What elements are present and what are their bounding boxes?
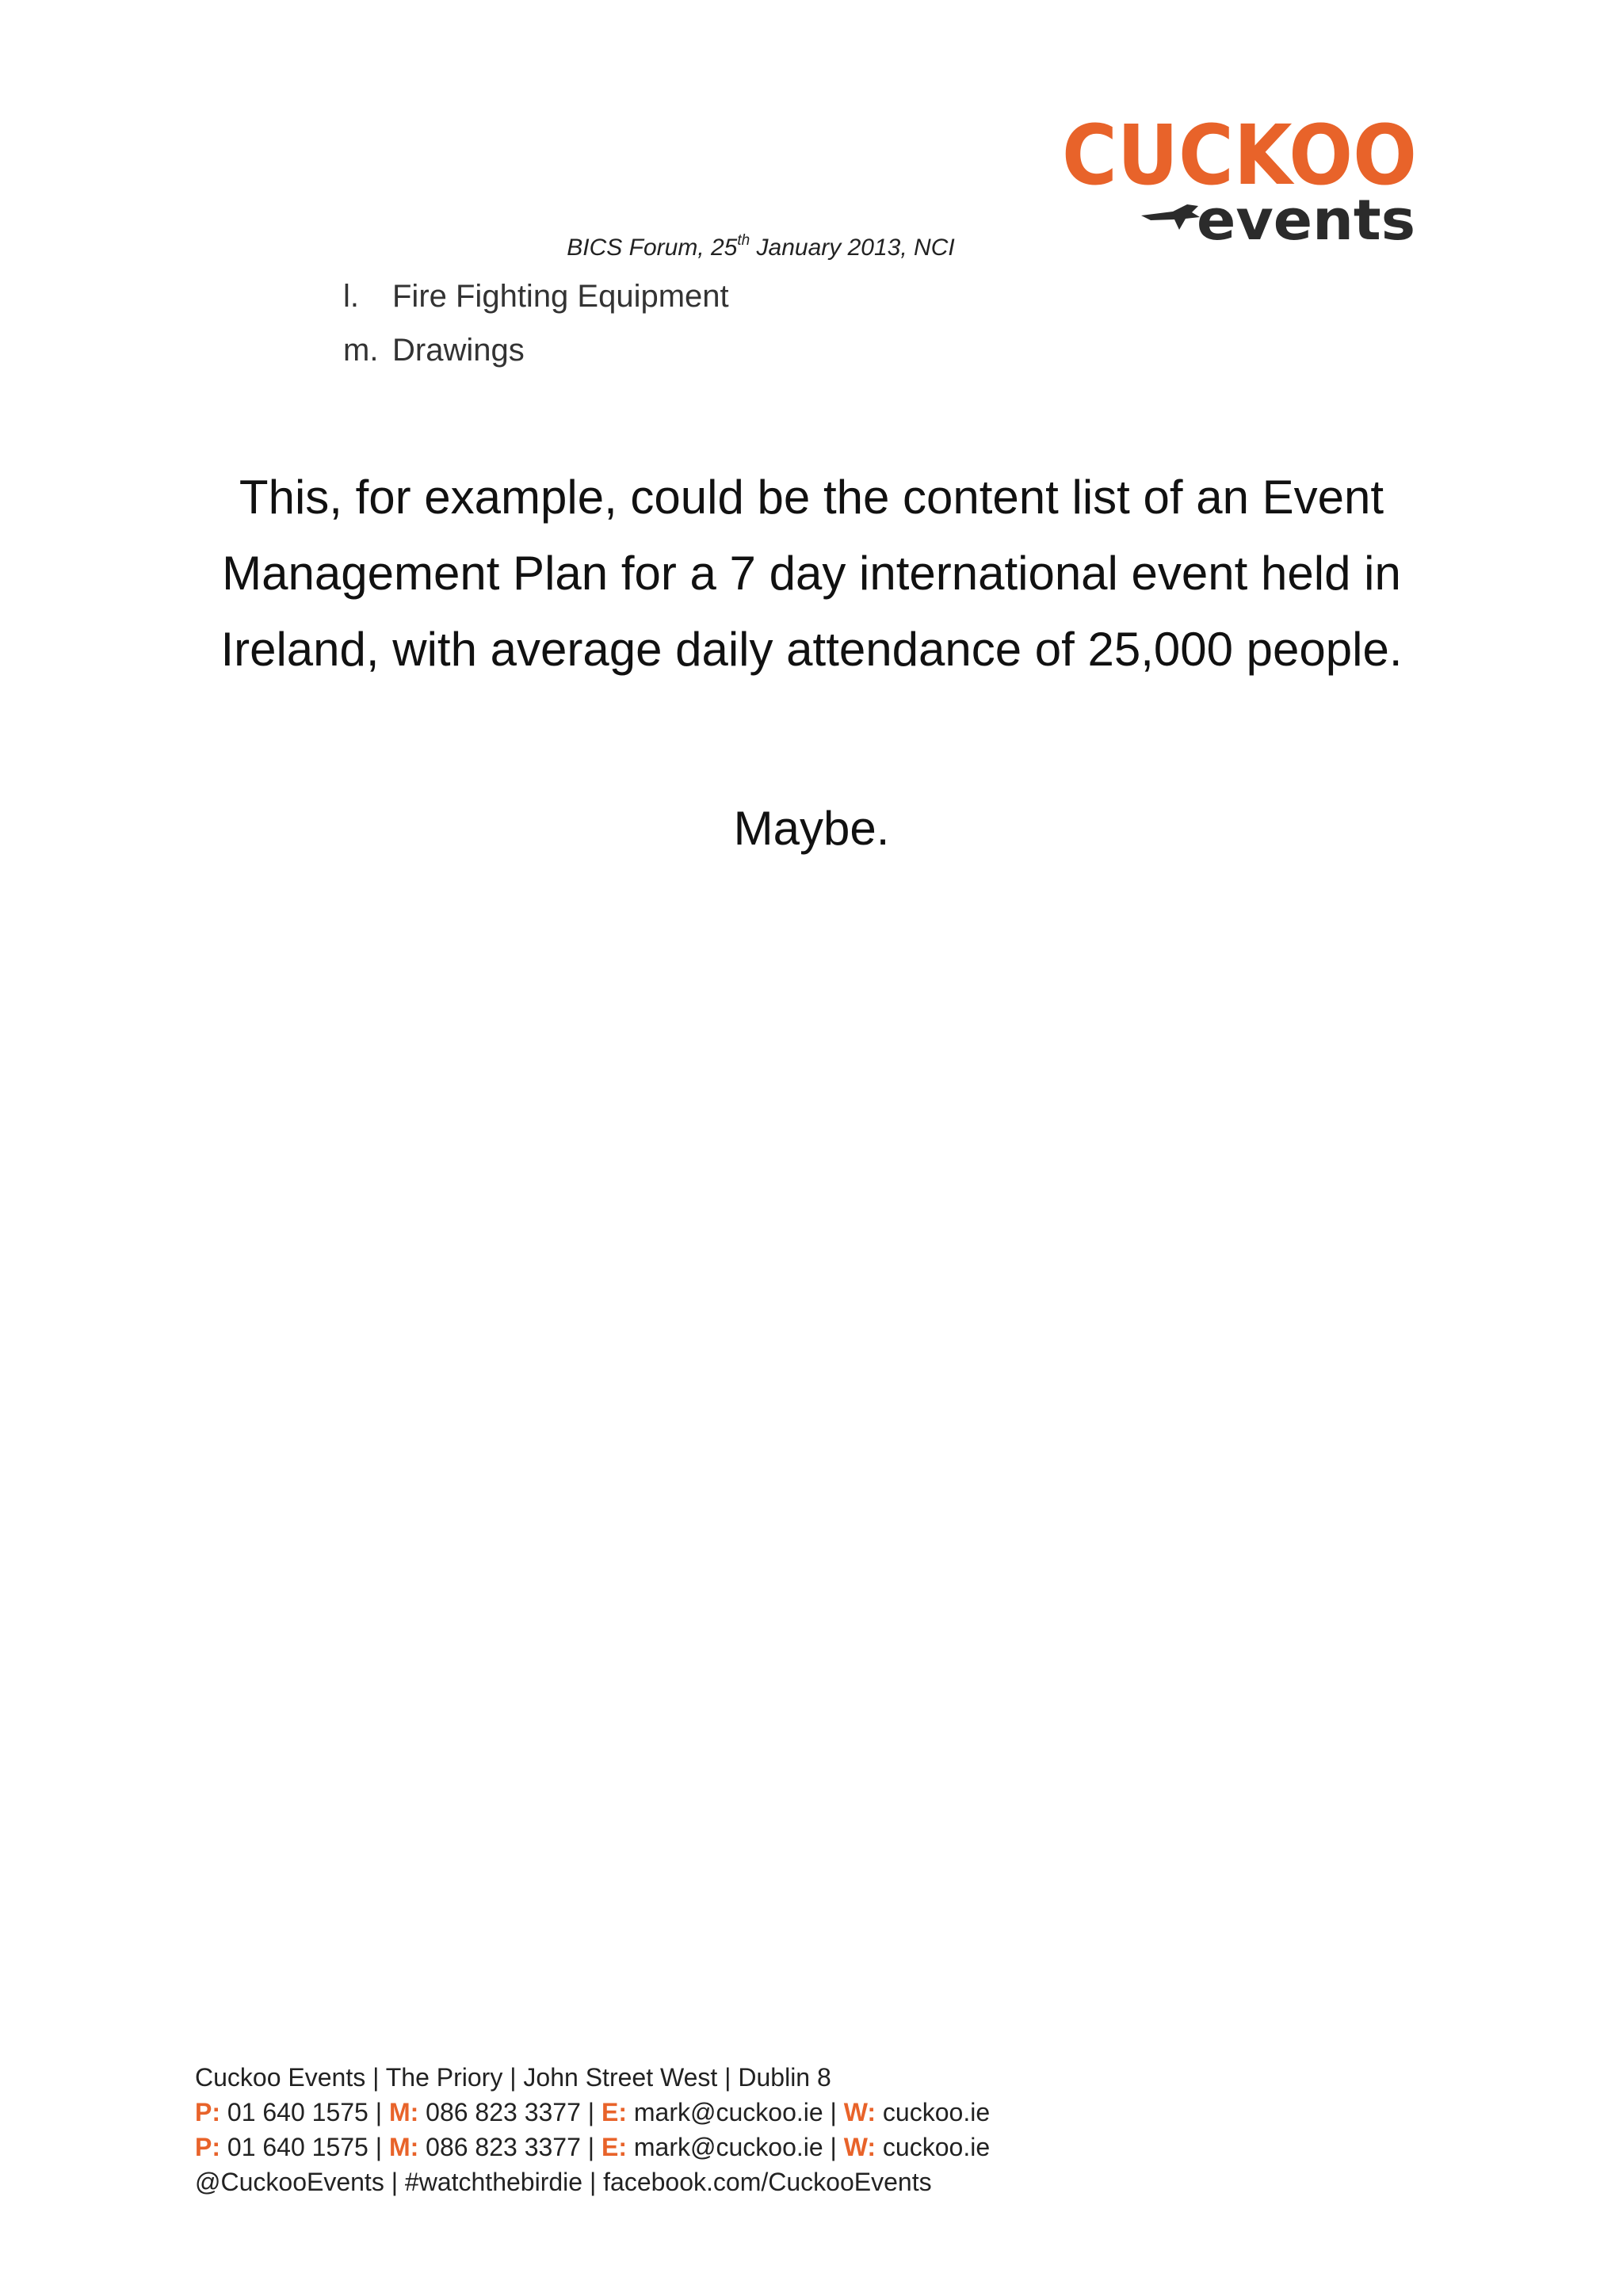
email-value: mark@cuckoo.ie | bbox=[626, 2133, 844, 2161]
mobile-label: M: bbox=[388, 2098, 419, 2126]
list-item bbox=[343, 323, 729, 377]
header-superscript: th bbox=[737, 232, 750, 249]
footer-contact-row bbox=[195, 2095, 990, 2130]
phone-value: 01 640 1575 | bbox=[220, 2098, 389, 2126]
mobile-value: 086 823 3377 | bbox=[418, 2133, 601, 2161]
footer-contact-row bbox=[195, 2130, 990, 2164]
mobile-value: 086 823 3377 | bbox=[418, 2098, 601, 2126]
email-label: E: bbox=[601, 2133, 627, 2161]
header-prefix: BICS Forum, 25 bbox=[567, 235, 738, 261]
svg-text:CUCKOO: CUCKOO bbox=[1062, 111, 1417, 204]
phone-label: P: bbox=[195, 2133, 220, 2161]
email-value: mark@cuckoo.ie | bbox=[626, 2098, 844, 2126]
web-label: W: bbox=[843, 2133, 876, 2161]
document-header bbox=[475, 232, 1046, 261]
content-list bbox=[343, 269, 729, 377]
main-paragraph: This, for example, could be the content list of an Event Management Plan for a 7 day international event held in Ireland, with average daily attendance of 25,000 people. bbox=[220, 471, 1403, 676]
list-item bbox=[343, 269, 729, 323]
maybe-line: Maybe. bbox=[733, 802, 890, 855]
header-suffix: January 2013, NCI bbox=[750, 235, 955, 261]
footer-social: @CuckooEvents | #watchthebirdie | facebook.com/CuckooEvents bbox=[195, 2168, 932, 2196]
mobile-label: M: bbox=[388, 2133, 419, 2161]
list-item-text: Fire Fighting Equipment bbox=[392, 279, 729, 314]
web-label: W: bbox=[843, 2098, 876, 2126]
list-item-text: Drawings bbox=[392, 333, 525, 368]
phone-value: 01 640 1575 | bbox=[220, 2133, 389, 2161]
footer-address: Cuckoo Events | The Priory | John Street West | Dublin 8 bbox=[195, 2063, 831, 2092]
list-marker: m. bbox=[343, 333, 379, 368]
phone-label: P: bbox=[195, 2098, 220, 2126]
svg-text:events: events bbox=[1197, 188, 1415, 250]
web-value: cuckoo.ie bbox=[876, 2133, 991, 2161]
footer bbox=[195, 2060, 990, 2199]
list-marker: l. bbox=[343, 279, 359, 314]
cuckoo-events-logo bbox=[1062, 111, 1419, 250]
web-value: cuckoo.ie bbox=[876, 2098, 991, 2126]
email-label: E: bbox=[601, 2098, 627, 2126]
bird-icon bbox=[1141, 204, 1200, 230]
